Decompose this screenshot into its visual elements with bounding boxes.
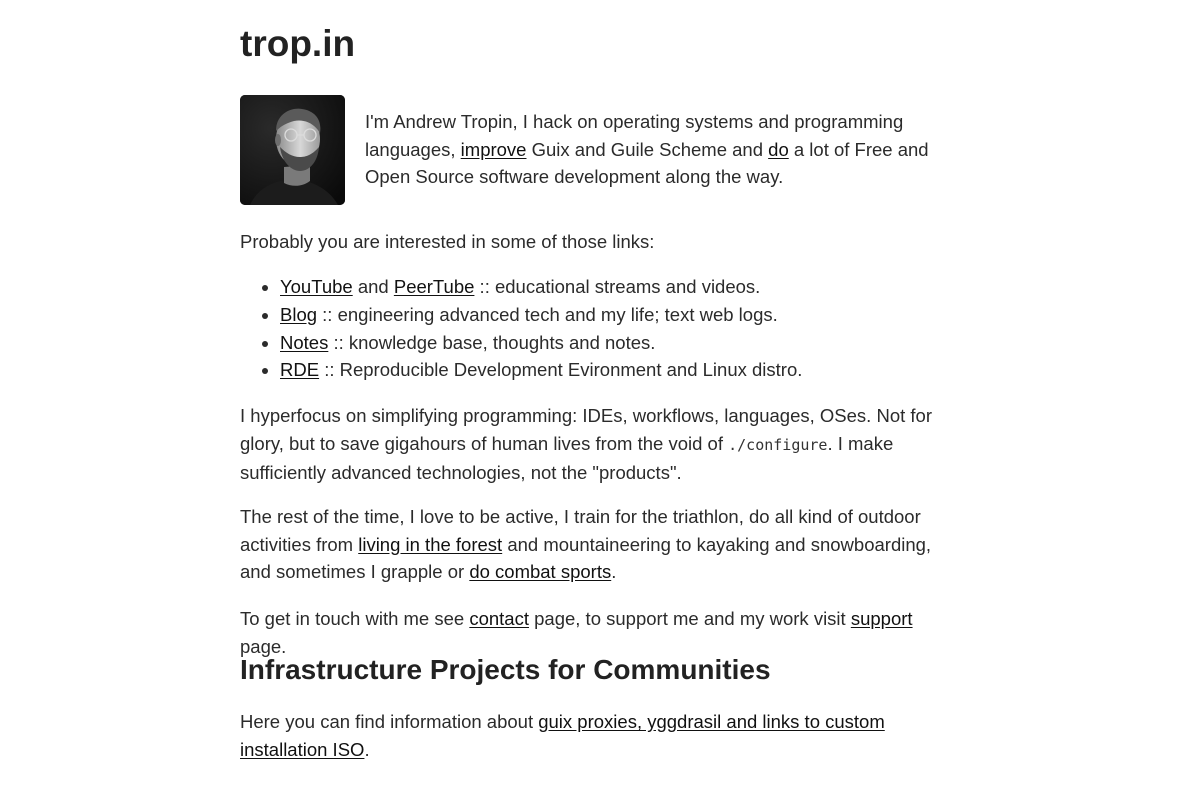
support-link[interactable]: support [850, 608, 913, 629]
intro-section [240, 95, 960, 205]
active-paragraph [240, 503, 960, 586]
configure-code: ./configure [728, 435, 828, 454]
contact-text: page, to support me and my work visit [528, 608, 851, 629]
link-description: :: educational streams and videos. [474, 276, 761, 297]
infra-text: . [364, 738, 370, 760]
intro-text: a lot of Free and Open Source software development along the way. [365, 138, 929, 187]
focus-paragraph [240, 402, 960, 487]
links-list-item [280, 329, 960, 357]
link-description: :: engineering advanced tech and my life; text web logs. [317, 303, 778, 325]
contact-text: page. [240, 635, 287, 657]
links-intro-text: Probably you are interested in some of those links: [240, 231, 655, 252]
active-text: . [611, 561, 617, 582]
living-in-forest-link[interactable]: living in the forest [358, 533, 503, 555]
focus-text: . I make sufficiently advanced technologies, not the "products". [240, 432, 894, 483]
contact-link[interactable]: contact [469, 608, 529, 629]
blog-link[interactable]: Blog [280, 303, 318, 325]
links-list-item [280, 273, 960, 301]
do-link[interactable]: do [768, 138, 789, 160]
link-description: and [352, 276, 394, 297]
rde-link[interactable]: RDE [280, 359, 320, 381]
peertube-link[interactable]: PeerTube [393, 276, 475, 297]
improve-link[interactable]: improve [460, 138, 527, 160]
links-list-item [280, 301, 960, 329]
combat-sports-link[interactable]: do combat sports [469, 561, 612, 582]
infra-text: Here you can find information about [240, 711, 539, 732]
notes-link[interactable]: Notes [280, 331, 329, 353]
active-text: The rest of the time, I love to be active, I train for the triathlon, do all kind of outdoor activities from [240, 506, 921, 555]
link-description: :: Reproducible Development Evironment and Linux distro. [319, 359, 803, 381]
link-description: :: knowledge base, thoughts and notes. [328, 331, 656, 353]
intro-text: Guix and Guile Scheme and [526, 138, 769, 160]
intro-text: I'm Andrew Tropin, I hack on operating systems and programming languages, [365, 111, 904, 160]
infrastructure-link[interactable]: guix proxies, yggdrasil and links to custom installation ISO [240, 711, 885, 760]
contact-text: To get in touch with me see [240, 608, 470, 629]
infrastructure-paragraph [240, 708, 960, 763]
links-list [240, 273, 960, 384]
active-text: and mountaineering to kayaking and snowboarding, and sometimes I grapple or [240, 533, 932, 582]
youtube-link[interactable]: YouTube [280, 276, 353, 297]
intro-paragraph [365, 108, 945, 191]
links-list-item [280, 356, 960, 384]
avatar-portrait-image [240, 95, 345, 205]
avatar [240, 95, 345, 205]
infrastructure-heading: Infrastructure Projects for Communities [240, 654, 771, 685]
focus-text: I hyperfocus on simplifying programming: IDEs, workflows, languages, OSes. Not for glory, but to save gigahours of human lives from the void of [240, 405, 932, 454]
site-title: trop.in [240, 23, 356, 64]
